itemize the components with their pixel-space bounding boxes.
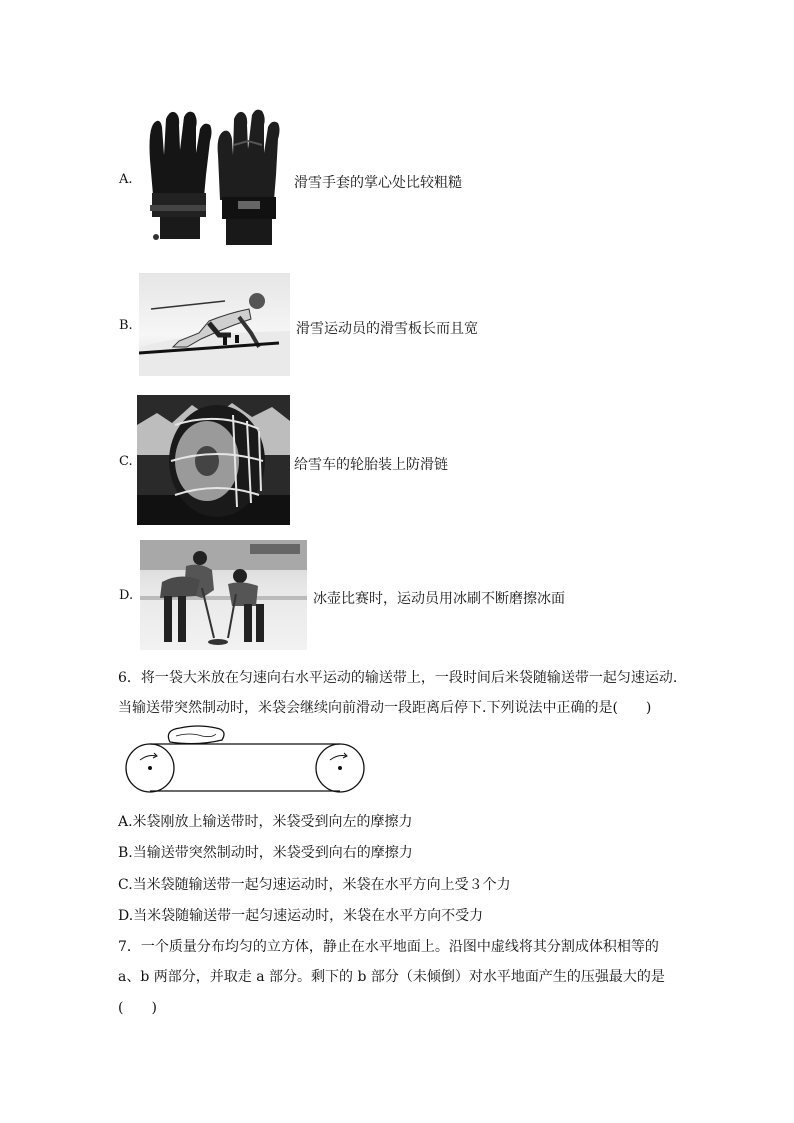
option-a-text: 滑雪手套的掌心处比较粗糙	[294, 175, 462, 191]
tire-chain-image	[137, 395, 290, 525]
option-c-letter: C.	[119, 454, 133, 469]
q6-choice-d: D.当米袋随输送带一起匀速运动时，米袋在水平方向不受力	[118, 908, 484, 924]
q6-choice-c: C.当米袋随输送带一起匀速运动时，米袋在水平方向上受３个力	[118, 877, 511, 893]
conveyor-belt-diagram	[118, 724, 368, 796]
q6-choice-b: B.当输送带突然制动时，米袋受到向右的摩擦力	[118, 845, 413, 861]
q7-stem-line2: a、b 两部分，并取走 a 部分。剩下的 b 部分（未倾倒）对水平地面产生的压强最大的是	[118, 969, 665, 985]
q7-stem-line3: ( )	[118, 1000, 157, 1016]
q6-stem-line1: 6．将一袋大米放在匀速向右水平运动的输送带上，一段时间后米袋随输送带一起匀速运动.	[118, 670, 678, 686]
option-a-letter: A.	[119, 172, 133, 187]
curling-image	[140, 540, 307, 650]
skier-image	[139, 273, 290, 376]
q7-stem-line1: 7．一个质量分布均匀的立方体，静止在水平地面上。沿图中虚线将其分割成体积相等的	[118, 939, 659, 955]
q6-stem-line2: 当输送带突然制动时，米袋会继续向前滑动一段距离后停下.下列说法中正确的是( )	[118, 700, 652, 716]
option-b-text: 滑雪运动员的滑雪板长而且宽	[296, 321, 478, 337]
option-c-text: 给雪车的轮胎装上防滑链	[294, 457, 448, 473]
q6-choice-a: A.米袋刚放上输送带时，米袋受到向左的摩擦力	[118, 814, 413, 830]
option-d-text: 冰壶比赛时，运动员用冰刷不断磨擦冰面	[313, 591, 565, 607]
option-d-letter: D.	[119, 588, 134, 603]
ski-gloves-image	[138, 105, 288, 250]
option-b-letter: B.	[119, 318, 133, 333]
